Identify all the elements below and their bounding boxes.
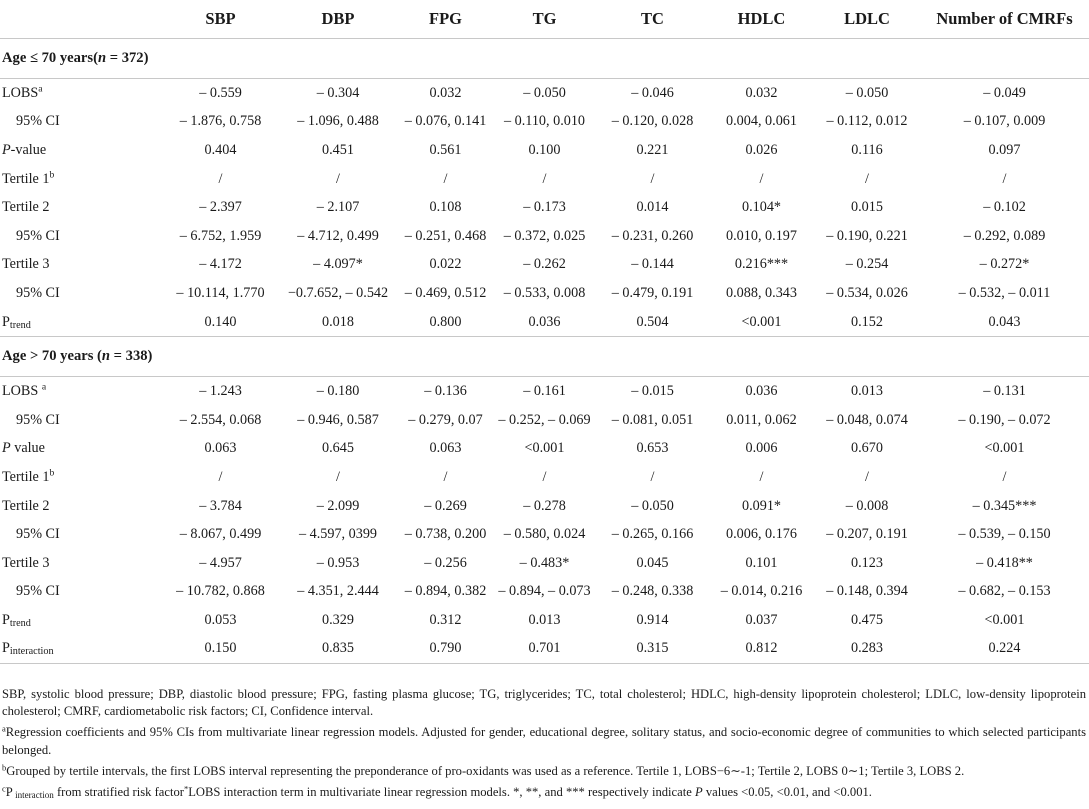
table-cell: 0.645 [322, 440, 354, 457]
row-label: LOBS$^a$ [2, 83, 43, 101]
table-cell: 0.036 [493, 308, 596, 337]
table-cell: – 0.682, – 0.153 [958, 583, 1051, 600]
table-cell: – 0.469, 0.512 [404, 284, 487, 301]
table-cell: – 0.269 [424, 497, 467, 514]
table-cell: – 0.180 [316, 383, 360, 400]
column-header: DBP [278, 0, 398, 39]
row-label: 95% CI [16, 411, 60, 428]
table-cell: – 0.534, 0.026 [826, 284, 908, 301]
table-row [0, 165, 1089, 194]
table-cell: – 0.345*** [972, 497, 1037, 514]
table-cell: <0.001 [984, 440, 1025, 457]
header-blank [0, 0, 163, 39]
group-header-row [0, 337, 1089, 377]
table-cell: – 0.014, 0.216 [720, 583, 803, 600]
row-label: Tertile 3 [2, 256, 50, 273]
table-cell: – 0.272* [979, 256, 1030, 273]
table-cell: – 0.107, 0.009 [963, 113, 1046, 130]
table-cell: / [865, 468, 869, 485]
table-cell: – 0.148, 0.394 [826, 583, 908, 600]
table-cell: – 0.207, 0.191 [826, 526, 908, 543]
table-cell: / [865, 170, 869, 187]
table-cell: – 0.953 [316, 554, 360, 571]
table-cell: / [218, 468, 223, 485]
table-cell: – 0.479, 0.191 [611, 284, 694, 301]
table-cell: 0.032 [745, 84, 778, 101]
table-cell: – 0.256 [424, 554, 467, 571]
group-title: Age ≤ 70 years(n = 372) [0, 39, 1089, 79]
table-cell: – 0.532, – 0.011 [958, 284, 1051, 301]
table-cell: 0.004, 0.061 [726, 113, 797, 130]
row-label: $P_{trend}$ [0, 308, 163, 337]
column-header: SBP [163, 0, 278, 39]
table-cell: 0.152 [814, 308, 920, 337]
table-cell: – 0.144 [631, 256, 674, 273]
table-cell: 0.013 [528, 611, 561, 628]
table-cell: – 0.102 [983, 199, 1026, 216]
table-cell: – 2.099 [316, 497, 360, 514]
table-cell: – 6.752, 1.959 [179, 227, 262, 244]
table-cell: – 4.957 [199, 554, 242, 571]
table-cell: – 0.559 [199, 84, 242, 101]
table-cell: 0.063 [429, 440, 462, 457]
row-label: P value [2, 440, 45, 457]
table-cell: – 2.397 [199, 199, 242, 216]
table-cell: <0.001 [524, 440, 565, 457]
table-cell: 0.043 [920, 308, 1089, 337]
table-cell: 0.006 [745, 440, 778, 457]
row-label: LOBS $^a$ [2, 381, 47, 400]
row-label: Tertile 2 [2, 199, 50, 216]
table-cell: 0.014 [636, 199, 669, 216]
table-cell: 0.100 [528, 141, 561, 158]
table-cell: – 1.243 [199, 383, 242, 400]
table-row [0, 79, 1089, 108]
table-cell: – 0.110, 0.010 [503, 113, 586, 130]
table-cell: – 0.539, – 0.150 [958, 526, 1051, 543]
table-cell: / [1002, 170, 1007, 187]
table-cell: – 0.894, 0.382 [404, 583, 487, 600]
table-cell: – 0.050 [845, 84, 889, 101]
row-label: 95% CI [16, 284, 60, 301]
table-cell: 0.101 [745, 554, 778, 571]
row-label: Tertile 1$^b$ [2, 169, 55, 187]
table-row [0, 463, 1089, 492]
table-cell: – 0.265, 0.166 [611, 526, 694, 543]
table-cell: – 0.580, 0.024 [503, 526, 586, 543]
column-header: Number of CMRFs [920, 0, 1089, 39]
table-cell: 0.097 [988, 141, 1021, 158]
table-cell: 0.283 [814, 635, 920, 664]
table-cell: – 0.254 [845, 256, 889, 273]
table-cell: – 0.048, 0.074 [826, 411, 908, 428]
table-row [0, 520, 1089, 549]
table-cell: – 10.782, 0.868 [176, 583, 265, 600]
table-row [0, 308, 1089, 337]
table-cell: / [336, 468, 340, 485]
column-header: TC [596, 0, 709, 39]
table-cell: – 0.050 [631, 497, 674, 514]
table-cell: 0.018 [278, 308, 398, 337]
table-cell: 0.091* [741, 497, 781, 514]
table-cell: 0.150 [163, 635, 278, 664]
table-cell: – 0.894, – 0.073 [498, 583, 591, 600]
table-row [0, 108, 1089, 137]
table-cell: – 0.112, 0.012 [826, 113, 908, 130]
header-row [0, 0, 1089, 39]
table-cell: – 0.190, – 0.072 [958, 411, 1051, 428]
table-cell: – 0.120, 0.028 [611, 113, 694, 130]
table-cell: 0.800 [398, 308, 493, 337]
table-row [0, 136, 1089, 165]
table-cell: 0.104* [741, 199, 781, 216]
table-cell: – 0.076, 0.141 [404, 113, 487, 130]
row-label: 95% CI [16, 583, 60, 600]
table-cell: −0.7.652, – 0.542 [287, 284, 389, 301]
footnote-b: $^b$Grouped by tertile intervals, the first LOBS interval representing the preponderance of pro-oxidants was used as a reference. Tertile 1, LOBS−6∼-1; Tertile 2, LOBS 0∼1; Tertile 3, LOBS 2. [2, 762, 965, 778]
group-title: Age > 70 years (n = 338) [0, 337, 1089, 377]
table-cell: 0.221 [636, 141, 669, 158]
table-row [0, 549, 1089, 578]
table-cell: – 0.008 [845, 497, 889, 514]
table-cell: – 0.946, 0.587 [297, 411, 379, 428]
table-cell: 0.026 [745, 141, 778, 158]
footnote-abbreviations: SBP, systolic blood pressure; DBP, diastolic blood pressure; FPG, fasting plasma glucose; TG, triglycerides; TC, total cholesterol; HDLC, high-density lipoprotein cholesterol; LDLC, low-density lipoprotein cholesterol; CMRF, cardiometabolic risk factors; CI, Confidence interval. [2, 687, 1086, 719]
table-cell: 0.010, 0.197 [726, 227, 797, 244]
table-cell: – 2.107 [316, 199, 360, 216]
footnote-a: $^a$Regression coefficients and 95% CIs from multivariate linear regression models. Adjusted for gender, educational degree, solitary status, and socio-economic degree of communities to which selected participants belonged. [2, 723, 1086, 757]
table-cell: – 4.712, 0.499 [297, 227, 379, 244]
table-cell: – 0.738, 0.200 [404, 526, 487, 543]
table-cell: 0.036 [745, 383, 778, 400]
table-cell: – 0.081, 0.051 [611, 411, 694, 428]
table-cell: 0.701 [493, 635, 596, 664]
table-row [0, 635, 1089, 664]
table-cell: – 8.067, 0.499 [179, 526, 262, 543]
table-cell: / [1002, 468, 1007, 485]
table-cell: – 4.351, 2.444 [297, 583, 379, 600]
table-cell: – 0.252, – 0.069 [498, 411, 591, 428]
table-row [0, 606, 1089, 635]
table-cell: – 0.049 [983, 84, 1026, 101]
table-cell: – 0.304 [316, 84, 360, 101]
table-cell: – 0.262 [523, 256, 566, 273]
table-cell: – 3.784 [199, 497, 242, 514]
table-cell: – 10.114, 1.770 [176, 284, 265, 301]
table-row [0, 492, 1089, 521]
table-cell: – 4.097* [313, 256, 363, 273]
column-header: FPG [398, 0, 493, 39]
table-cell: / [218, 170, 223, 187]
table-cell: / [542, 468, 547, 485]
table-cell: – 0.533, 0.008 [503, 284, 586, 301]
table-cell: 0.108 [429, 199, 462, 216]
table-row [0, 251, 1089, 280]
table-cell: / [759, 170, 764, 187]
table-cell: – 0.231, 0.260 [611, 227, 694, 244]
table-cell: 0.914 [636, 611, 669, 628]
column-header: LDLC [814, 0, 920, 39]
table-cell: <0.001 [984, 611, 1025, 628]
table-cell: 0.451 [322, 141, 354, 158]
column-header: TG [493, 0, 596, 39]
row-label: 95% CI [16, 113, 60, 130]
table-cell: 0.835 [278, 635, 398, 664]
table-cell: 0.022 [429, 256, 462, 273]
table-cell: – 4.172 [199, 256, 242, 273]
table-cell: 0.561 [429, 141, 462, 158]
table-cell: 0.329 [322, 611, 354, 628]
table-cell: – 0.015 [631, 383, 674, 400]
row-label: $P_{interaction}$ [0, 635, 163, 664]
table-cell: 0.037 [745, 611, 778, 628]
table-cell: – 0.483* [519, 554, 570, 571]
table-cell: – 0.131 [983, 383, 1026, 400]
table-cell: – 0.418** [976, 554, 1033, 571]
table-cell: 0.504 [596, 308, 709, 337]
table-row [0, 377, 1089, 406]
table-cell: / [759, 468, 764, 485]
table-row [0, 222, 1089, 251]
footnote-c: $^c$P $_{interaction}$ from stratified risk factor*LOBS interaction term in multivariate linear regression models. *, **, and *** respectively indicate P values <0.05, <0.01, and <0.001. [2, 783, 872, 800]
table-cell: 0.015 [851, 199, 883, 216]
table-cell: 0.063 [204, 440, 237, 457]
table-row [0, 406, 1089, 435]
table-cell: 0.006, 0.176 [726, 526, 797, 543]
table-cell: 0.123 [851, 554, 883, 571]
table-cell: – 0.279, 0.07 [408, 411, 483, 428]
row-label: 95% CI [16, 526, 60, 543]
row-label: P-value [2, 141, 47, 158]
table-cell: / [650, 170, 655, 187]
table-footnotes [2, 686, 1086, 805]
table-cell: / [542, 170, 547, 187]
table-cell: / [336, 170, 340, 187]
table-cell: – 0.136 [424, 383, 467, 400]
row-label: Tertile 3 [2, 554, 50, 571]
table-cell: 0.011, 0.062 [726, 411, 797, 428]
table-row [0, 193, 1089, 222]
table-row [0, 435, 1089, 464]
table-cell: 0.475 [851, 611, 883, 628]
table-cell: 0.013 [851, 383, 883, 400]
table-cell: 0.088, 0.343 [726, 284, 797, 301]
table-cell: – 0.161 [523, 383, 566, 400]
table-cell: 0.140 [163, 308, 278, 337]
table-cell: 0.404 [204, 141, 237, 158]
table-cell: / [443, 468, 448, 485]
table-cell: – 1.096, 0.488 [297, 113, 379, 130]
table-cell: / [650, 468, 655, 485]
table-row [0, 279, 1089, 308]
column-header: HDLC [709, 0, 814, 39]
row-label: $P_{trend}$ [2, 611, 31, 629]
table-cell: – 0.251, 0.468 [404, 227, 487, 244]
row-label: Tertile 1$^b$ [2, 467, 55, 485]
row-label: Tertile 2 [2, 497, 50, 514]
table-cell: – 0.046 [631, 84, 674, 101]
table-cell: 0.116 [851, 141, 883, 158]
table-cell: – 0.050 [523, 84, 566, 101]
table-cell: – 1.876, 0.758 [179, 113, 262, 130]
table-cell: – 0.190, 0.221 [826, 227, 908, 244]
table-row [0, 578, 1089, 607]
table-cell: 0.216*** [734, 256, 789, 273]
table-cell: – 2.554, 0.068 [179, 411, 262, 428]
table-cell: 0.032 [429, 84, 462, 101]
table-cell: – 4.597, 0399 [298, 526, 378, 543]
table-cell: – 0.372, 0.025 [503, 227, 586, 244]
table-cell: 0.315 [596, 635, 709, 664]
table-cell: 0.053 [204, 611, 237, 628]
table-cell: – 0.278 [523, 497, 566, 514]
table-cell: 0.790 [398, 635, 493, 664]
table-cell: – 0.292, 0.089 [963, 227, 1046, 244]
table-cell: 0.224 [920, 635, 1089, 664]
table-cell: 0.812 [709, 635, 814, 664]
table-cell: – 0.248, 0.338 [611, 583, 694, 600]
table-cell: 0.670 [851, 440, 883, 457]
table-cell: / [443, 170, 448, 187]
table-cell: 0.045 [636, 554, 669, 571]
table-cell: 0.653 [636, 440, 669, 457]
table-cell: – 0.173 [523, 199, 566, 216]
table-cell: 0.312 [429, 611, 462, 628]
row-label: 95% CI [16, 227, 60, 244]
group-header-row [0, 39, 1089, 79]
table-cell: <0.001 [709, 308, 814, 337]
